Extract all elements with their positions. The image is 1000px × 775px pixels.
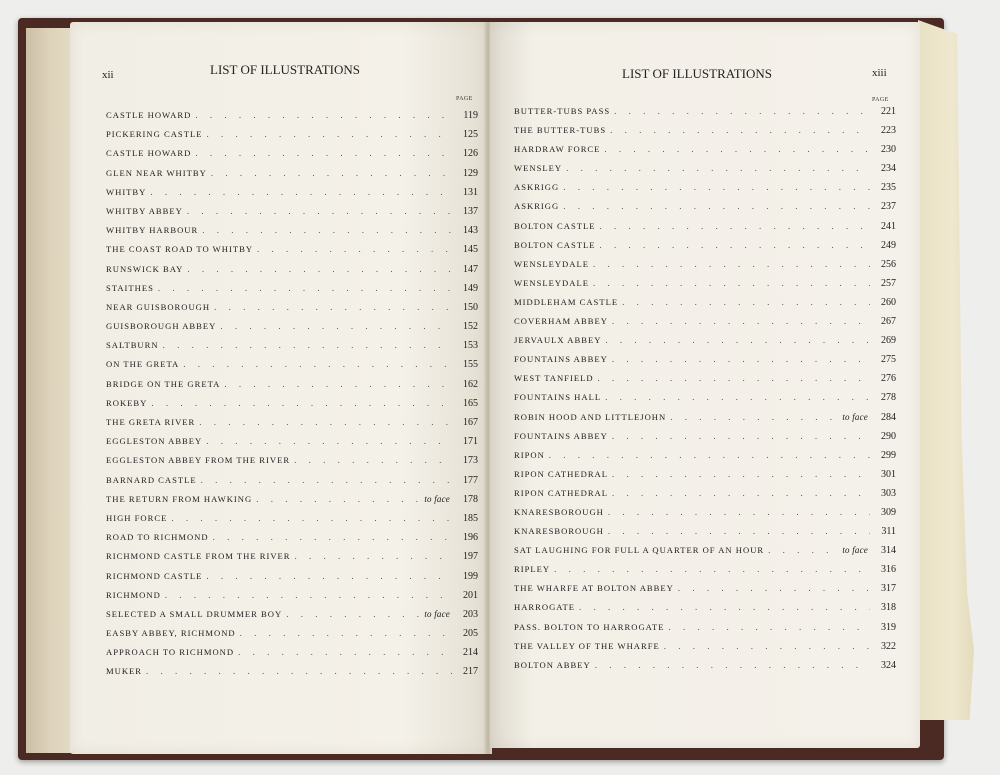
dot-leader [211, 168, 452, 178]
list-item [106, 398, 478, 417]
right-page [490, 22, 920, 748]
page-reference: 177 [463, 474, 478, 486]
dot-leader [612, 316, 870, 326]
illustration-title: MIDDLEHAM CASTLE [514, 296, 619, 307]
list-item [106, 494, 478, 513]
page-reference: 150 [463, 301, 478, 313]
dot-leader [214, 302, 452, 312]
dot-leader [612, 354, 870, 364]
list-item [514, 335, 896, 354]
list-item [514, 545, 896, 564]
list-item [514, 450, 896, 469]
dot-leader [579, 602, 870, 612]
list-item [106, 225, 478, 244]
dot-leader [256, 494, 420, 504]
illustration-title: EGGLESTON ABBEY FROM THE RIVER [106, 455, 291, 466]
illustration-title: BRIDGE ON THE GRETA [106, 378, 221, 389]
list-item [106, 302, 478, 321]
list-item [514, 564, 896, 583]
page-reference: 230 [881, 144, 896, 156]
illustration-title: WEST TANFIELD [514, 373, 594, 384]
page-reference: 316 [881, 564, 896, 576]
illustration-title: ASKRIGG [514, 182, 560, 193]
page-reference: 278 [881, 392, 896, 404]
list-item [106, 609, 478, 628]
page-reference: 234 [881, 163, 896, 175]
page-reference: 196 [463, 532, 478, 544]
illustration-title: FOUNTAINS HALL [514, 392, 602, 403]
left-page-number: xii [102, 69, 114, 81]
dot-leader [286, 609, 420, 619]
left-page-column-label: PAGE [456, 96, 473, 102]
dot-leader [605, 335, 870, 345]
dot-leader [612, 431, 870, 441]
dot-leader [614, 106, 870, 116]
dot-leader [187, 264, 452, 274]
page-reference: 299 [881, 449, 896, 461]
list-item [106, 379, 478, 398]
page-reference: 147 [463, 263, 478, 275]
page-reference: 173 [463, 455, 478, 467]
illustration-title: KNARESBOROUGH [514, 506, 604, 517]
illustration-title: GUISBOROUGH ABBEY [106, 321, 217, 332]
dot-leader [183, 359, 452, 369]
page-reference: 217 [463, 666, 478, 678]
list-item [514, 469, 896, 488]
page-reference: 237 [881, 201, 896, 213]
illustration-title: WENSLEYDALE [514, 277, 589, 288]
illustration-title: HARROGATE [514, 602, 576, 613]
illustration-title: HIGH FORCE [106, 512, 168, 523]
dot-leader [150, 187, 452, 197]
illustration-title: RICHMOND [106, 589, 161, 600]
illustration-title: JERVAULX ABBEY [514, 335, 602, 346]
page-reference: 203 [463, 608, 478, 620]
illustration-title: THE WHARFE AT BOLTON ABBEY [514, 583, 674, 594]
list-item [514, 106, 896, 125]
illustration-title: RICHMOND CASTLE FROM THE RIVER [106, 551, 291, 562]
illustration-title: MUKER [106, 666, 143, 677]
page-reference: 318 [881, 602, 896, 614]
illustration-title: EGGLESTON ABBEY [106, 436, 203, 447]
page-reference: 256 [881, 258, 896, 270]
dot-leader [670, 412, 838, 422]
dot-leader [187, 206, 452, 216]
dot-leader [612, 488, 870, 498]
dot-leader [668, 622, 870, 632]
dot-leader [563, 201, 870, 211]
page-reference: 322 [881, 640, 896, 652]
dot-leader [195, 110, 452, 120]
page-reference: 269 [881, 335, 896, 347]
list-item [514, 278, 896, 297]
to-face-note: to face [842, 545, 868, 556]
illustration-title: ROKEBY [106, 397, 148, 408]
dot-leader [240, 628, 452, 638]
left-page [70, 22, 486, 754]
list-item [514, 412, 896, 431]
right-page-title: LIST OF ILLUSTRATIONS [622, 66, 772, 81]
illustration-title: STAITHES [106, 282, 154, 293]
list-item [514, 392, 896, 411]
page-reference: 149 [463, 282, 478, 294]
illustration-title: THE BUTTER-TUBS [514, 125, 607, 136]
dot-leader [220, 321, 452, 331]
list-item [106, 436, 478, 455]
dot-leader [294, 455, 452, 465]
illustration-title: WENSLEYDALE [514, 258, 589, 269]
page-reference: 199 [463, 570, 478, 582]
illustration-title: RUNSWICK BAY [106, 263, 184, 274]
left-page-title: LIST OF ILLUSTRATIONS [210, 62, 360, 77]
list-item [106, 264, 478, 283]
illustration-title: PICKERING CASTLE [106, 129, 203, 140]
illustration-title: CASTLE HOWARD [106, 110, 192, 120]
list-item [106, 110, 478, 129]
dot-leader [199, 417, 452, 427]
list-item [514, 125, 896, 144]
dot-leader [622, 297, 870, 307]
illustration-title: CASTLE HOWARD [106, 148, 192, 159]
right-illustration-list [514, 106, 896, 679]
page-reference: 241 [881, 220, 896, 232]
list-item [514, 373, 896, 392]
page-reference: 153 [463, 340, 478, 352]
dot-leader [213, 532, 452, 542]
list-item [514, 622, 896, 641]
dot-leader [608, 507, 870, 517]
list-item [514, 602, 896, 621]
list-item [106, 455, 478, 474]
dot-leader [768, 545, 838, 555]
illustration-title: THE COAST ROAD TO WHITBY [106, 244, 254, 255]
dot-leader [151, 398, 452, 408]
illustration-title: HARDRAW FORCE [514, 144, 601, 155]
list-item [514, 507, 896, 526]
list-item [106, 340, 478, 359]
page-reference: 143 [463, 225, 478, 237]
list-item [106, 187, 478, 206]
list-item [106, 647, 478, 666]
page-reference: 314 [881, 545, 896, 557]
page-reference: 152 [463, 321, 478, 333]
right-page-number: xiii [872, 67, 887, 79]
page-reference: 125 [463, 129, 478, 141]
page-reference: 275 [881, 354, 896, 366]
list-item [106, 571, 478, 590]
illustration-title: FOUNTAINS ABBEY [514, 354, 608, 365]
illustration-title: SALTBURN [106, 340, 159, 351]
list-item [514, 431, 896, 450]
illustration-title: SAT LAUGHING FOR FULL A QUARTER OF AN HOUR [514, 545, 765, 556]
page-reference: 214 [463, 647, 478, 659]
dot-leader [608, 526, 870, 536]
list-item [106, 417, 478, 436]
list-item [514, 526, 896, 545]
page-reference: 311 [881, 526, 896, 538]
illustration-title: BARNARD CASTLE [106, 474, 197, 485]
dot-leader [163, 340, 452, 350]
illustration-title: THE RETURN FROM HAWKING [106, 493, 253, 504]
list-item [514, 488, 896, 507]
page-reference: 162 [463, 378, 478, 390]
illustration-title: BOLTON CASTLE [514, 239, 596, 250]
illustration-title: GLEN NEAR WHITBY [106, 167, 207, 178]
page-reference: 201 [463, 589, 478, 601]
illustration-title: BOLTON ABBEY [514, 659, 591, 670]
page-reference: 309 [881, 506, 896, 518]
illustration-title: ROAD TO RICHMOND [106, 532, 209, 543]
list-item [106, 148, 478, 167]
list-item [106, 513, 478, 532]
illustration-title: THE GRETA RIVER [106, 417, 196, 427]
page-reference: 145 [463, 244, 478, 256]
dot-leader [165, 590, 452, 600]
list-item [514, 163, 896, 182]
dot-leader [600, 221, 870, 231]
page-reference: 235 [881, 182, 896, 194]
page-reference: 165 [463, 397, 478, 409]
page-reference: 126 [463, 148, 478, 160]
illustration-title: KNARESBOROUGH [514, 526, 604, 537]
dot-leader [593, 259, 870, 269]
list-item [514, 660, 896, 679]
dot-leader [566, 163, 870, 173]
illustration-title: BUTTER-TUBS PASS [514, 106, 611, 116]
illustration-title: BOLTON CASTLE [514, 220, 596, 231]
list-item [514, 354, 896, 373]
list-item [514, 221, 896, 240]
dot-leader [206, 129, 452, 139]
dot-leader [563, 182, 870, 192]
list-item [514, 182, 896, 201]
page-reference: 167 [463, 417, 478, 428]
illustration-title: EASBY ABBEY, RICHMOND [106, 628, 236, 639]
illustration-title: WHITBY HARBOUR [106, 225, 199, 236]
illustration-title: RIPON [514, 449, 545, 460]
page-reference: 197 [463, 551, 478, 563]
page-reference: 131 [463, 186, 478, 198]
page-reference: 324 [881, 659, 896, 671]
list-item [106, 359, 478, 378]
dot-leader [678, 583, 870, 593]
illustration-title: ASKRIGG [514, 201, 560, 212]
page-reference: 249 [881, 239, 896, 251]
to-face-note: to face [424, 608, 450, 619]
page-reference: 303 [881, 487, 896, 499]
right-page-column-label: PAGE [872, 97, 889, 103]
page-reference: 185 [463, 512, 478, 524]
dot-leader [610, 125, 870, 135]
illustration-title: RIPON CATHEDRAL [514, 468, 609, 479]
list-item [514, 259, 896, 278]
dot-leader [600, 240, 870, 250]
dot-leader [146, 666, 452, 676]
page-reference: 276 [881, 373, 896, 385]
illustration-title: COVERHAM ABBEY [514, 316, 608, 327]
list-item [106, 475, 478, 494]
list-item [514, 641, 896, 660]
page-block-right [918, 20, 974, 720]
page-reference: 171 [463, 436, 478, 448]
dot-leader [206, 571, 452, 581]
page-reference: 317 [881, 583, 896, 595]
illustration-title: WHITBY [106, 186, 147, 197]
dot-leader [604, 144, 870, 154]
page-reference: 129 [463, 167, 478, 179]
dot-leader [158, 283, 452, 293]
list-item [514, 583, 896, 602]
dot-leader [295, 551, 452, 561]
dot-leader [195, 148, 452, 158]
list-item [514, 316, 896, 335]
list-item [106, 129, 478, 148]
page-reference: 301 [881, 468, 896, 480]
illustration-title: FOUNTAINS ABBEY [514, 430, 608, 441]
page-reference: 257 [881, 277, 896, 289]
dot-leader [257, 244, 452, 254]
list-item [106, 321, 478, 340]
list-item [514, 240, 896, 259]
dot-leader [593, 278, 870, 288]
illustration-title: SELECTED A SMALL DRUMMER BOY [106, 608, 283, 619]
left-illustration-list [106, 110, 478, 686]
dot-leader [201, 475, 452, 485]
list-item [106, 244, 478, 263]
dot-leader [605, 392, 870, 402]
page-reference: 178 [463, 493, 478, 505]
page-reference: 119 [463, 110, 478, 121]
page-reference: 319 [881, 621, 896, 633]
illustration-title: ON THE GRETA [106, 359, 180, 370]
illustration-title: PASS. BOLTON TO HARROGATE [514, 621, 665, 632]
dot-leader [238, 647, 452, 657]
page-reference: 290 [881, 430, 896, 442]
illustration-title: WHITBY ABBEY [106, 205, 183, 216]
illustration-title: NEAR GUISBOROUGH [106, 301, 211, 312]
to-face-note: to face [842, 411, 868, 422]
illustration-title: ROBIN HOOD AND LITTLEJOHN [514, 411, 667, 422]
dot-leader [598, 373, 870, 383]
list-item [106, 168, 478, 187]
dot-leader [549, 450, 870, 460]
illustration-title: RIPON CATHEDRAL [514, 487, 609, 498]
list-item [514, 201, 896, 220]
list-item [106, 283, 478, 302]
page-reference: 223 [881, 125, 896, 137]
dot-leader [206, 436, 452, 446]
illustration-title: THE VALLEY OF THE WHARFE [514, 640, 660, 651]
page-reference: 221 [881, 106, 896, 117]
dot-leader [171, 513, 452, 523]
list-item [106, 590, 478, 609]
list-item [106, 666, 478, 685]
list-item [514, 144, 896, 163]
list-item [514, 297, 896, 316]
to-face-note: to face [424, 493, 450, 504]
page-reference: 267 [881, 316, 896, 328]
dot-leader [202, 225, 452, 235]
page-reference: 284 [881, 411, 896, 423]
page-reference: 205 [463, 628, 478, 640]
dot-leader [595, 660, 870, 670]
list-item [106, 551, 478, 570]
illustration-title: WENSLEY [514, 163, 563, 174]
dot-leader [224, 379, 452, 389]
illustration-title: RICHMOND CASTLE [106, 570, 203, 581]
page-reference: 137 [463, 205, 478, 217]
list-item [106, 532, 478, 551]
list-item [106, 628, 478, 647]
dot-leader [664, 641, 870, 651]
page-reference: 260 [881, 296, 896, 308]
dot-leader [612, 469, 870, 479]
illustration-title: APPROACH TO RICHMOND [106, 647, 235, 658]
list-item [106, 206, 478, 225]
dot-leader [554, 564, 870, 574]
illustration-title: RIPLEY [514, 564, 551, 575]
page-reference: 155 [463, 359, 478, 371]
